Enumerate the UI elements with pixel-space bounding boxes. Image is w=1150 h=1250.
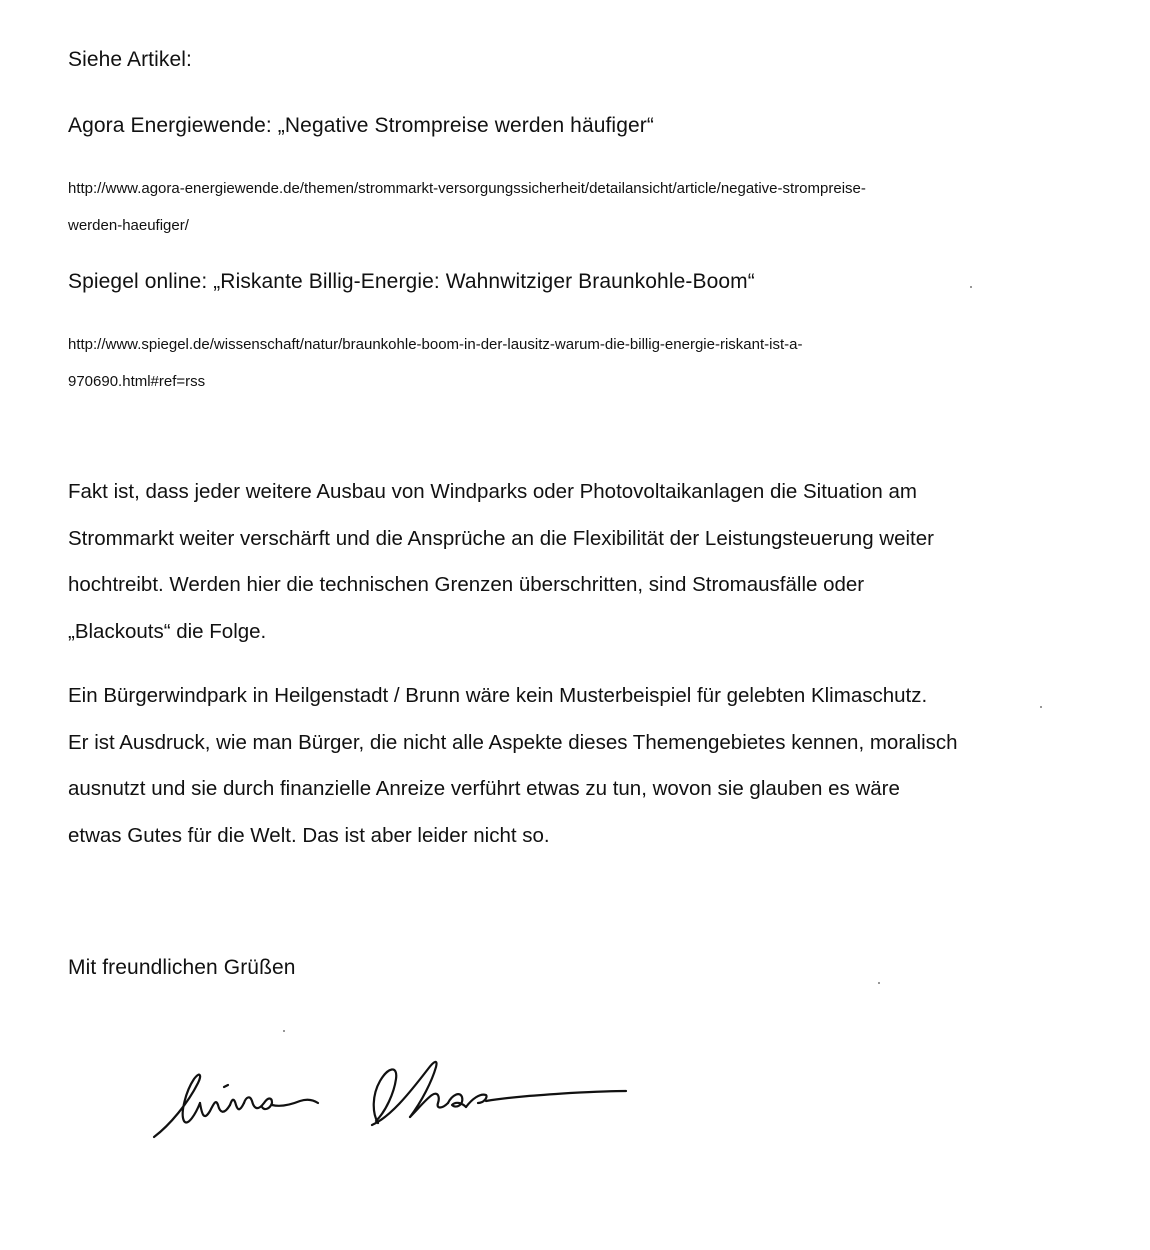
article-title-spiegel: Spiegel online: „Riskante Billig-Energie: Wahnwitziger Braunkohle-Boom“ [68,270,755,293]
article-title-agora: Agora Energiewende: „Negative Strompreise werden häufiger“ [68,114,654,137]
paragraph-line: Er ist Ausdruck, wie man Bürger, die nicht alle Aspekte dieses Themengebietes kennen, moralisch [68,730,958,754]
scan-speck [970,286,972,288]
url-line: werden-haeufiger/ [68,217,189,234]
closing-greeting: Mit freundlichen Grüßen [68,956,296,979]
url-line: http://www.spiegel.de/wissenschaft/natur/braunkohle-boom-in-der-lausitz-warum-die-billig-energie-riskant-ist-a- [68,336,803,353]
article-url-spiegel [68,326,1068,400]
scan-speck [283,1030,285,1032]
scan-speck [1040,706,1042,708]
paragraph-fakt [68,469,1078,655]
intro-label: Siehe Artikel: [68,48,192,71]
paragraph-line: ausnutzt und sie durch finanzielle Anreize verführt etwas zu tun, wovon sie glauben es wäre [68,777,900,800]
paragraph-line: Ein Bürgerwindpark in Heilgenstadt / Brunn wäre kein Musterbeispiel für gelebten Klimaschutz. [68,684,928,707]
handwritten-signature-icon [140,1025,640,1155]
paragraph-line: etwas Gutes für die Welt. Das ist aber leider nicht so. [68,823,550,847]
paragraph-line: „Blackouts“ die Folge. [68,619,267,643]
paragraph-line: Strommarkt weiter verschärft und die Ansprüche an die Flexibilität der Leistungsteuerung weiter [68,526,934,550]
url-line: http://www.agora-energiewende.de/themen/strommarkt-versorgungssicherheit/detailansicht/article/negative-strompreise- [68,180,866,197]
scan-speck [878,982,880,984]
paragraph-buergerwindpark [68,673,1078,859]
paragraph-line: hochtreibt. Werden hier die technischen Grenzen überschritten, sind Stromausfälle oder [68,573,865,596]
url-line: 970690.html#ref=rss [68,373,206,390]
article-url-agora [68,170,1068,244]
paragraph-line: Fakt ist, dass jeder weitere Ausbau von Windparks oder Photovoltaikanlagen die Situation am [68,480,917,503]
